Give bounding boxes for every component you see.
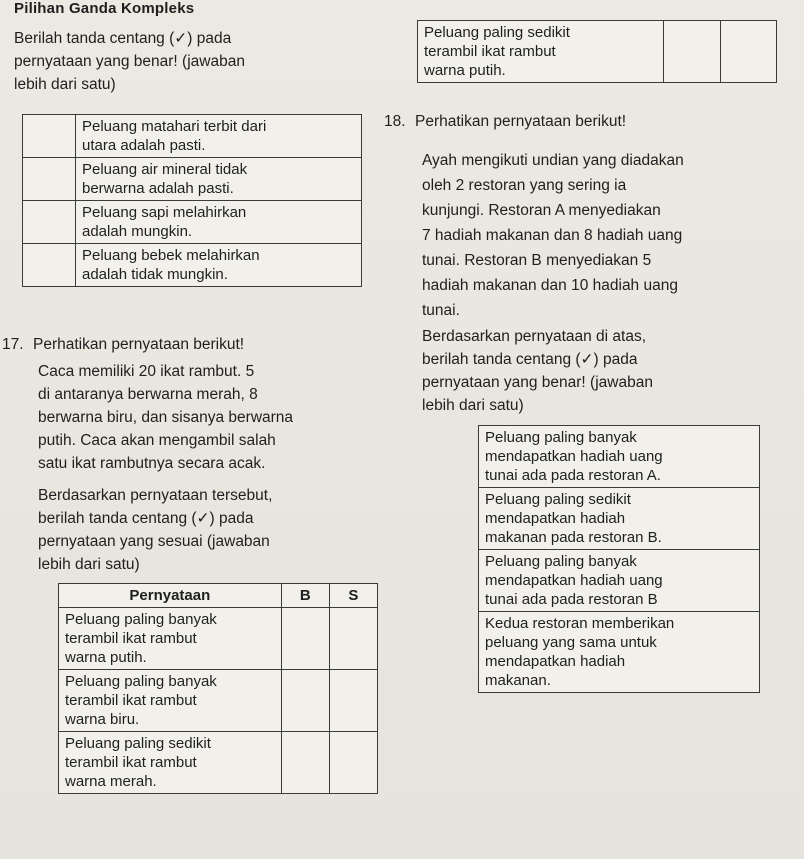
q18-instructions: Berdasarkan pernyataan di atas, berilah tanda centang (✓) pada pernyataan yang benar! (jawaban lebih dari satu) <box>422 328 653 414</box>
statement-cell: Peluang paling sedikit terambil ikat rambut warna merah. <box>59 732 282 794</box>
statement-cell[interactable]: Peluang paling banyak mendapatkan hadiah uang tunai ada pada restoran B <box>479 550 760 612</box>
table-row <box>479 612 760 693</box>
q17-title: Perhatikan pernyataan berikut! <box>33 336 245 353</box>
table-row <box>59 670 378 732</box>
q17-continued-table <box>417 20 777 83</box>
check-box-b[interactable] <box>281 670 329 732</box>
q17-statement-table <box>58 583 378 794</box>
table-header-row <box>59 584 378 608</box>
statement-cell: Peluang paling sedikit terambil ikat rambut warna putih. <box>418 21 664 83</box>
header-s: S <box>329 584 377 608</box>
statement-cell: Peluang bebek melahirkan adalah tidak mungkin. <box>76 244 362 287</box>
statement-cell: Peluang paling banyak terambil ikat rambut warna putih. <box>59 608 282 670</box>
q16-statement-table <box>22 114 362 287</box>
check-box[interactable] <box>23 244 76 287</box>
table-row <box>59 608 378 670</box>
table-row <box>23 158 362 201</box>
q16-instruction-line: lebih dari satu) <box>14 76 116 93</box>
table-row <box>418 21 777 83</box>
check-box-s[interactable] <box>720 21 776 83</box>
header-pernyataan: Pernyataan <box>59 584 282 608</box>
check-box[interactable] <box>23 158 76 201</box>
statement-cell: Peluang paling banyak terambil ikat rambut warna biru. <box>59 670 282 732</box>
q18-statement-table <box>478 425 760 693</box>
check-box-b[interactable] <box>664 21 720 83</box>
table-row <box>479 426 760 488</box>
q16-instructions <box>14 27 374 96</box>
table-row <box>59 732 378 794</box>
q18-title: Perhatikan pernyataan berikut! <box>415 113 627 130</box>
table-row <box>479 550 760 612</box>
q16-instruction-line: Berilah tanda centang (✓) pada <box>14 30 232 47</box>
check-box-s[interactable] <box>329 670 377 732</box>
header-b: B <box>281 584 329 608</box>
check-box-s[interactable] <box>329 732 377 794</box>
section-title: Pilihan Ganda Kompleks <box>14 0 195 17</box>
check-box-b[interactable] <box>281 608 329 670</box>
statement-cell: Peluang air mineral tidak berwarna adalah pasti. <box>76 158 362 201</box>
table-row <box>23 115 362 158</box>
q18-paragraph: Ayah mengikuti undian yang diadakan oleh 2 restoran yang sering ia kunjungi. Restoran A menyediakan 7 hadiah makanan dan 8 hadiah uang tunai. Restoran B menyediakan 5 hadiah makanan dan 10 hadiah uang tunai. <box>422 152 684 319</box>
check-box-b[interactable] <box>281 732 329 794</box>
statement-cell: Peluang matahari terbit dari utara adalah pasti. <box>76 115 362 158</box>
table-row <box>479 488 760 550</box>
statement-cell[interactable]: Peluang paling sedikit mendapatkan hadiah makanan pada restoran B. <box>479 488 760 550</box>
statement-cell[interactable]: Kedua restoran memberikan peluang yang sama untuk mendapatkan hadiah makanan. <box>479 612 760 693</box>
statement-cell: Peluang sapi melahirkan adalah mungkin. <box>76 201 362 244</box>
check-box-s[interactable] <box>329 608 377 670</box>
q17-number: 17. <box>2 336 24 353</box>
q16-instruction-line: pernyataan yang benar! (jawaban <box>14 53 245 70</box>
check-box[interactable] <box>23 201 76 244</box>
table-row <box>23 244 362 287</box>
check-box[interactable] <box>23 115 76 158</box>
q17-paragraph: Caca memiliki 20 ikat rambut. 5 di antaranya berwarna merah, 8 berwarna biru, dan sisanya berwarna putih. Caca akan mengambil salah satu ikat rambutnya secara acak. <box>38 363 294 472</box>
q17-instructions: Berdasarkan pernyataan tersebut, berilah tanda centang (✓) pada pernyataan yang sesuai (jawaban lebih dari satu) <box>38 487 273 573</box>
table-row <box>23 201 362 244</box>
q18-number: 18. <box>384 113 406 130</box>
statement-cell[interactable]: Peluang paling banyak mendapatkan hadiah uang tunai ada pada restoran A. <box>479 426 760 488</box>
